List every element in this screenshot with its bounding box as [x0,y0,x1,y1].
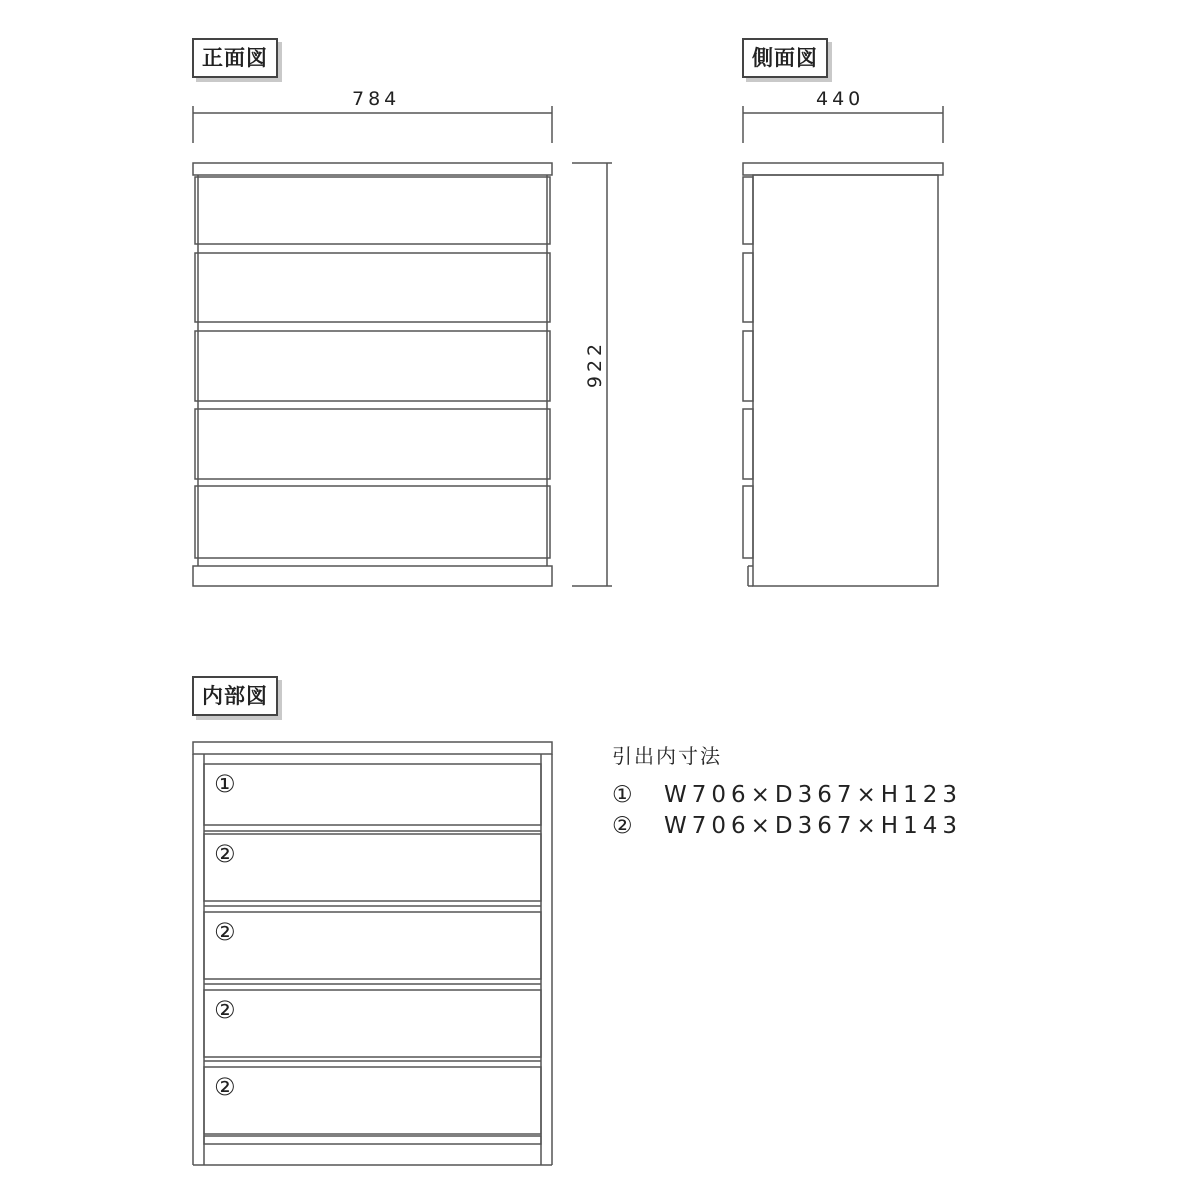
interior-drawer [204,834,541,906]
front-drawer [195,253,550,322]
front-width-dimension-line [193,106,552,143]
drawer-mark: ② [214,996,236,1024]
front-drawer [195,331,550,401]
drawer-spec-mark: ② [612,813,638,839]
drawer-spec-row [612,782,962,808]
front-height-dimension: 922 [584,339,606,389]
front-drawer [195,177,550,244]
side-depth-dimension: 440 [816,88,865,110]
front-drawer [195,486,550,558]
drawer-mark: ② [214,918,236,946]
interior-drawer [204,912,541,984]
front-height-dimension-line [572,163,612,586]
drawer-spec-size: W706×D367×H123 [664,782,962,808]
drawer-mark: ② [214,1073,236,1101]
front-view-label: 正面図 [192,38,278,78]
drawer-spec-mark: ① [612,782,638,808]
side-view-label: 側面図 [742,38,828,78]
front-width-dimension: 784 [352,88,401,110]
drawer-spec-row [612,813,962,839]
interior-drawer [204,764,541,831]
interior-drawer [204,1067,541,1134]
front-view-drawing [193,163,552,586]
front-drawer [195,409,550,479]
interior-drawer [204,990,541,1061]
drawer-spec-title: 引出内寸法 [612,744,722,768]
drawer-spec-size: W706×D367×H143 [664,813,962,839]
side-depth-dimension-line [743,106,943,143]
drawer-mark: ② [214,840,236,868]
side-view-drawing [743,163,943,586]
drawer-mark: ① [214,770,236,798]
interior-view-label: 内部図 [192,676,278,716]
interior-view-drawing [193,742,552,1165]
